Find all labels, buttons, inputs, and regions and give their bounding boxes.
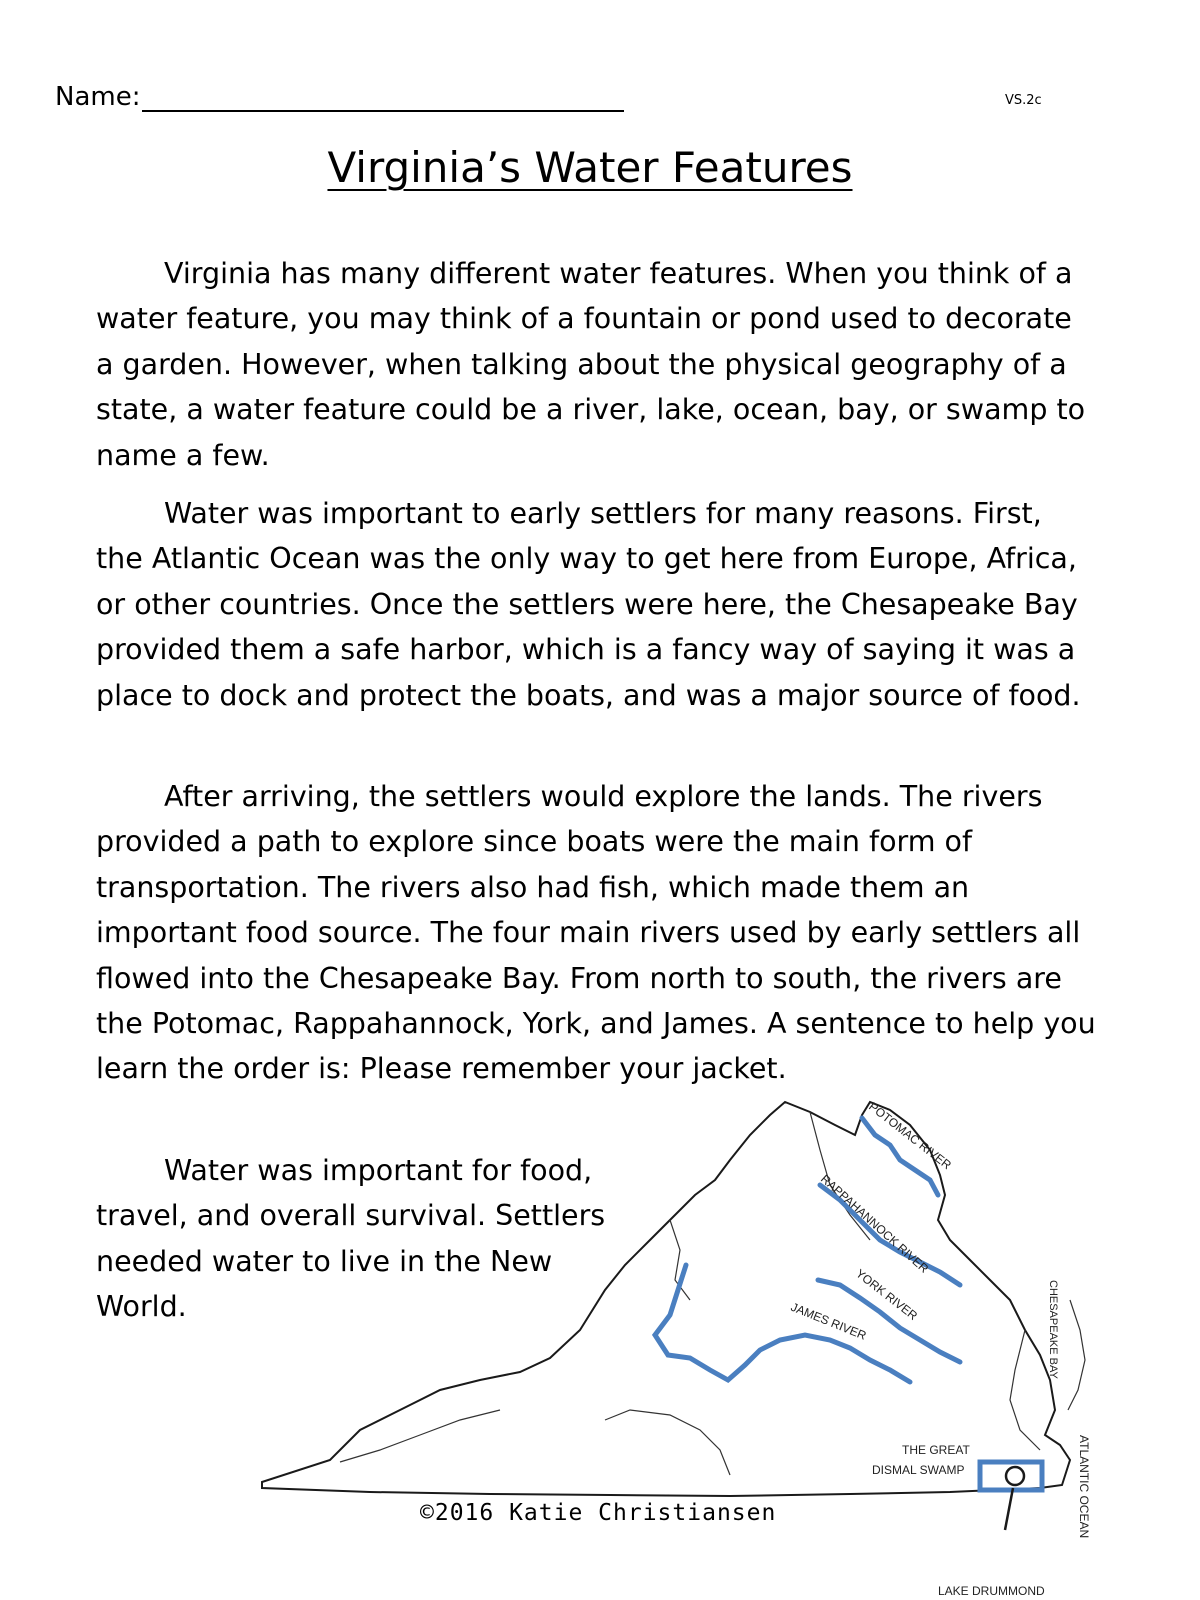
james-label: JAMES RIVER xyxy=(788,1299,869,1343)
lake-drummond xyxy=(1006,1467,1024,1485)
page-title: Virginia’s Water Features xyxy=(327,143,853,192)
county-line-2 xyxy=(605,1410,730,1475)
paragraph-1 xyxy=(96,251,1096,478)
paragraph-2-text: Water was important to early settlers for many reasons. First, the Atlantic Ocean was the only way to get here from Europe, Africa, or other countries. Once the settlers were here, the Chesapeake Bay provided them a safe harbor, which is a fancy way of saying it was a place to dock and protect the boats, and was a major source of food. xyxy=(96,497,1081,712)
swamp-label-line1: THE GREAT xyxy=(902,1443,970,1457)
name-field-row xyxy=(55,82,624,112)
name-label: Name: xyxy=(55,82,141,112)
paragraph-4-text: Water was important for food, travel, and overall survival. Settlers needed water to live in the New World. xyxy=(96,1154,606,1324)
lake-pointer xyxy=(1005,1488,1013,1530)
standard-code: VS.2c xyxy=(1005,93,1042,108)
chesapeake-label: CHESAPEAKE BAY xyxy=(1047,1280,1059,1379)
paragraph-1-text: Virginia has many different water features. When you think of a water feature, you may think of a fountain or pond used to decorate a garden. However, when talking about the physical geography of a state, a water feature could be a river, lake, ocean, bay, or swamp to name a few. xyxy=(96,257,1086,472)
name-blank-line[interactable] xyxy=(142,86,624,112)
potomac-label: POTOMAC RIVER xyxy=(866,1099,954,1173)
eastern-shore xyxy=(1068,1300,1085,1410)
paragraph-2 xyxy=(96,491,1096,718)
lake-label: LAKE DRUMMOND xyxy=(938,1584,1045,1598)
paragraph-3-text: After arriving, the settlers would explore the lands. The rivers provided a path to explore since boats were the main form of transportation. The rivers also had fish, which made them an important food source. The four main rivers used by early settlers all flowed into the Chesapeake Bay. From north to south, the rivers are the Potomac, Rappahannock, York, and James. A sentence to help you learn the order is: Please remember your jacket. xyxy=(96,780,1096,1086)
swamp-label-line2: DISMAL SWAMP xyxy=(872,1463,965,1477)
paragraph-3 xyxy=(96,774,1096,1092)
copyright-notice: ©2016 Katie Christiansen xyxy=(420,1500,777,1526)
great-dismal-swamp xyxy=(980,1462,1042,1490)
rappahannock-label: RAPPAHANNOCK RIVER xyxy=(817,1171,932,1276)
york-label: YORK RIVER xyxy=(853,1266,921,1323)
atlantic-label: ATLANTIC OCEAN xyxy=(1077,1435,1091,1539)
county-line-1 xyxy=(340,1410,500,1462)
